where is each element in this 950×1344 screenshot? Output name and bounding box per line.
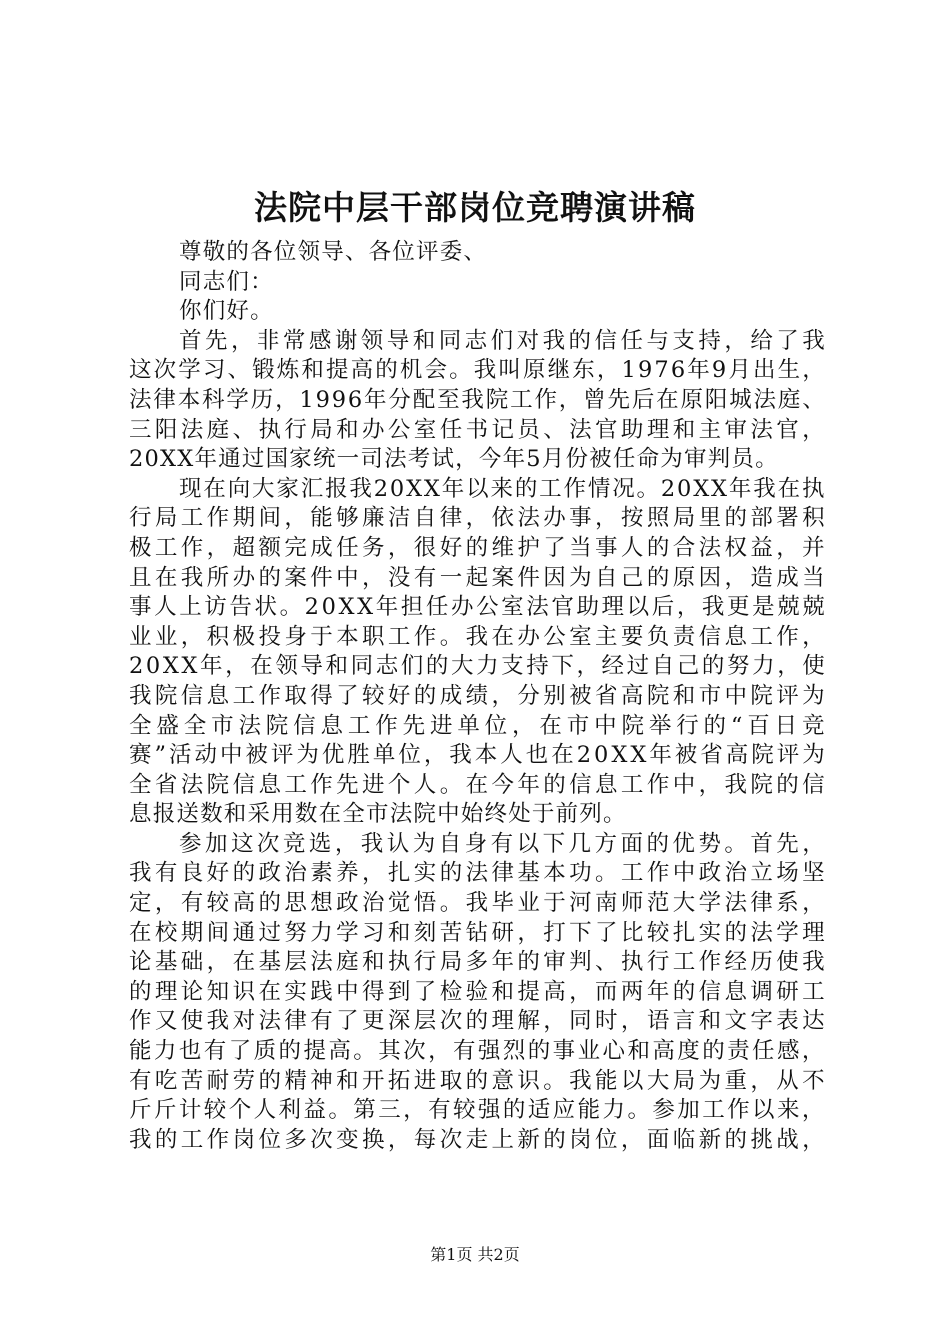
paragraph-line: 有 吃 苦 耐 劳 的 精 神 和 开 拓 进 取 的 意 识 。 我 能 以 大 局 为 重 ， 从 不 — [129, 1067, 826, 1094]
paragraph-line: 行 局 工 作 期 间 ， 能 够 廉 洁 自 律 ， 依 法 办 事 ， 按 照 局 里 的 部 署 积 — [129, 505, 826, 532]
paragraph-line: 能 力 也 有 了 质 的 提 高 。 其 次 ， 有 强 烈 的 事 业 心 和 高 度 的 责 任 感 ， — [129, 1038, 826, 1065]
paragraph-line: 20XX年通过国家统一司法考试，今年5月份被任命为审判员。 — [129, 446, 779, 473]
paragraph-line: 法 律 本 科 学 历 ， 1 9 9 6 年 分 配 至 我 院 工 作 ， 曾 先 后 在 原 阳 城 法 庭 、 — [129, 386, 826, 413]
paragraph-line: 斤 斤 计 较 个 人 利 益 。 第 三 ， 有 较 强 的 适 应 能 力 。 参 加 工 作 以 来 ， — [129, 1097, 826, 1124]
paragraph-line: 论 基 础 ， 在 基 层 法 庭 和 执 行 局 多 年 的 审 判 、 执 行 工 作 经 历 使 我 — [129, 949, 826, 976]
paragraph-line: 我 的 工 作 岗 位 多 次 变 换 ， 每 次 走 上 新 的 岗 位 ， 面 临 新 的 挑 战 ， — [129, 1126, 826, 1153]
paragraph-line: 的 理 论 知 识 在 实 践 中 得 到 了 检 验 和 提 高 ， 而 两 年 的 信 息 调 研 工 — [129, 978, 826, 1005]
paragraph-line: 首 先 ， 非 常 感 谢 领 导 和 同 志 们 对 我 的 信 任 与 支 持 ， 给 了 我 — [179, 327, 826, 354]
paragraph-line: 这 次 学 习 、 锻 炼 和 提 高 的 机 会 。 我 叫 原 继 东 ， 1 9 7 6 年 9 月 出 生 ， — [129, 357, 826, 384]
paragraph-line: 全 省 法 院 信 息 工 作 先 进 个 人 。 在 今 年 的 信 息 工 作 中 ， 我 院 的 信 — [129, 771, 826, 798]
document-title: 法院中层干部岗位竞聘演讲稿 — [254, 188, 696, 227]
paragraph-line: 赛 ” 活 动 中 被 评 为 优 胜 单 位 ， 我 本 人 也 在 2 0 X X 年 被 省 高 院 评 为 — [129, 742, 826, 769]
paragraph-line: 作 又 使 我 对 法 律 有 了 更 深 层 次 的 理 解 ， 同 时 ， 语 言 和 文 字 表 达 — [129, 1008, 826, 1035]
paragraph-line: 现 在 向 大 家 汇 报 我 2 0 X X 年 以 来 的 工 作 情 况 。 2 0 X X 年 我 在 执 — [179, 475, 826, 502]
paragraph-line: 事 人 上 访 告 状 。 2 0 X X 年 担 任 办 公 室 法 官 助 理 以 后 ， 我 更 是 兢 兢 — [129, 594, 826, 621]
paragraph-line: 息报送数和采用数在全市法院中始终处于前列。 — [129, 801, 627, 828]
paragraph-line: 定 ， 有 较 高 的 思 想 政 治 觉 悟 。 我 毕 业 于 河 南 师 范 大 学 法 律 系 ， — [129, 890, 826, 917]
paragraph-line: 在 校 期 间 通 过 努 力 学 习 和 刻 苦 钻 研 ， 打 下 了 比 较 扎 实 的 法 学 理 — [129, 919, 826, 946]
paragraph-line: 且 在 我 所 办 的 案 件 中 ， 没 有 一 起 案 件 因 为 自 己 的 原 因 ， 造 成 当 — [129, 564, 826, 591]
page-number: 第1页 共2页 — [430, 1245, 520, 1264]
paragraph-line: 三 阳 法 庭 、 执 行 局 和 办 公 室 任 书 记 员 、 法 官 助 理 和 主 审 法 官 ， — [129, 416, 826, 443]
document-body — [129, 238, 826, 1155]
salutation-line: 同志们： — [179, 268, 274, 295]
paragraph-line: 全 盛 全 市 法 院 信 息 工 作 先 进 单 位 ， 在 市 中 院 举 行 的 “ 百 日 竞 — [129, 712, 826, 739]
paragraph-line: 参 加 这 次 竞 选 ， 我 认 为 自 身 有 以 下 几 方 面 的 优 势 。 首 先 ， — [179, 830, 826, 857]
paragraph-line: 2 0 X X 年 ， 在 领 导 和 同 志 们 的 大 力 支 持 下 ， 经 过 自 己 的 努 力 ， 使 — [129, 653, 826, 680]
paragraph-line: 我 有 良 好 的 政 治 素 养 ， 扎 实 的 法 律 基 本 功 。 工 作 中 政 治 立 场 坚 — [129, 860, 826, 887]
greeting-line: 你们好。 — [179, 298, 274, 325]
paragraph-line: 业 业 ， 积 极 投 身 于 本 职 工 作 。 我 在 办 公 室 主 要 负 责 信 息 工 作 ， — [129, 623, 826, 650]
paragraph-line: 我 院 信 息 工 作 取 得 了 较 好 的 成 绩 ， 分 别 被 省 高 院 和 市 中 院 评 为 — [129, 682, 826, 709]
paragraph-line: 极 工 作 ， 超 额 完 成 任 务 ， 很 好 的 维 护 了 当 事 人 的 合 法 权 益 ， 并 — [129, 534, 826, 561]
salutation-line: 尊敬的各位领导、各位评委、 — [179, 239, 488, 265]
